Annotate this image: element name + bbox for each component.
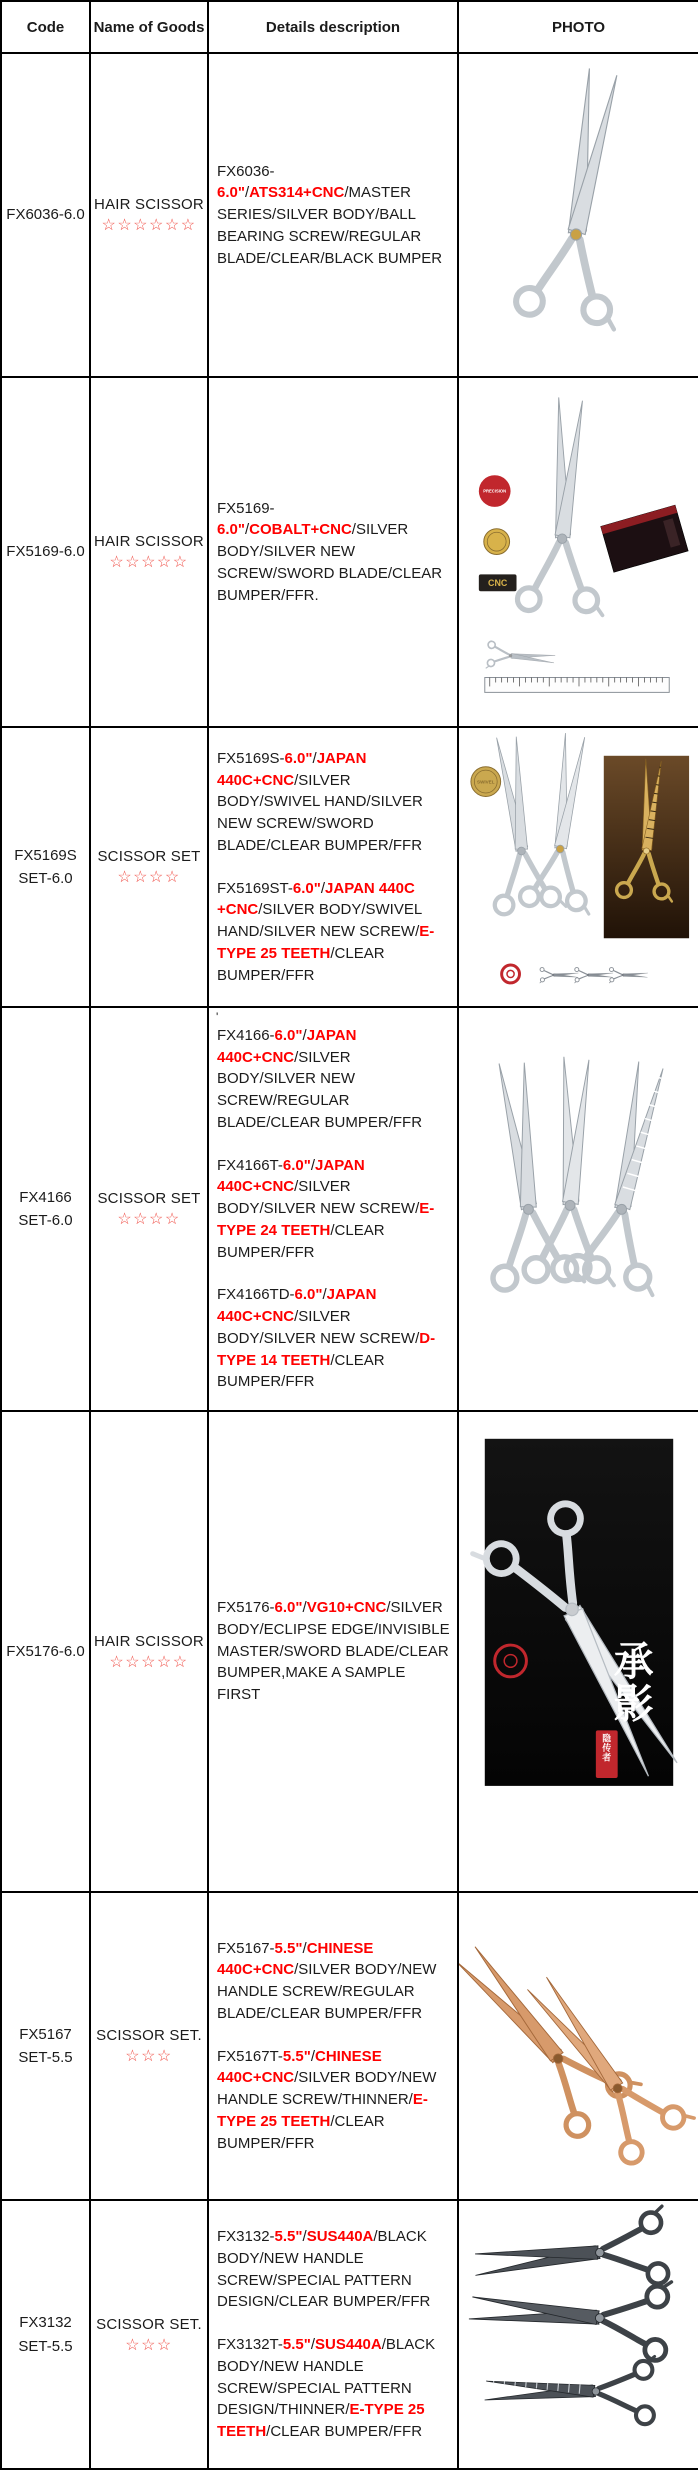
name-cell [90,2200,208,2469]
svg-text:承影: 承影 [614,1640,654,1727]
code-cell [1,727,90,1007]
product-name: SCISSOR SET [93,848,205,865]
product-code: FX5169S SET-6.0 [6,844,85,891]
product-photo [459,1415,698,1888]
svg-text:CNC: CNC [488,578,508,588]
product-code: FX5169-6.0 [6,540,85,563]
photo-cell [458,53,698,377]
star-rating: ☆☆☆☆☆ [93,1655,205,1671]
svg-text:隐传者: 隐传者 [601,1732,612,1762]
star-rating: ☆☆☆ [93,2338,205,2354]
product-name: SCISSOR SET [93,1190,205,1207]
details-text: FX5169-6.0"/COBALT+CNC/SILVER BODY/SILVER NEW SCREW/SWORD BLADE/CLEAR BUMPER/FFR. [217,498,451,607]
product-name: SCISSOR SET. [93,2027,205,2044]
product-code: FX5176-6.0 [6,1640,85,1663]
name-cell [90,377,208,727]
product-code: FX3132 SET-5.5 [6,2311,85,2358]
name-cell [90,1892,208,2200]
product-name: HAIR SCISSOR [93,533,205,550]
photo-cell [458,1007,698,1411]
star-rating: ☆☆☆☆ [93,870,205,886]
photo-cell [458,377,698,727]
details-cell [208,377,458,727]
table-row [1,1411,698,1892]
product-photo [459,1011,698,1408]
code-cell [1,377,90,727]
details-text: FX5176-6.0"/VG10+CNC/SILVER BODY/ECLIPSE EDGE/INVISIBLE MASTER/SWORD BLADE/CLEAR BUMPER,MAKE A SAMPLE FIRST [217,1597,451,1706]
table-row [1,1007,698,1411]
product-code: FX5167 SET-5.5 [6,2023,85,2070]
details-cell [208,727,458,1007]
stray-mark: ' [216,1009,218,1026]
product-code: FX4166 SET-6.0 [6,1186,85,1233]
code-cell [1,1892,90,2200]
svg-text:SWIVEL: SWIVEL [477,779,495,784]
product-photo [459,2203,698,2466]
details-text: FX5169S-6.0"/JAPAN 440C+CNC/SILVER BODY/SWIVEL HAND/SILVER NEW SCREW/SWORD BLADE/CLEAR BUMPER/FFR FX5169ST-6.0"/JAPAN 440C +CNC/SILVER BODY/SWIVEL HAND/SILVER NEW SCREW/E-TYPE 25 TEETH/CLEAR BUMPER/FFR [217,748,451,987]
code-cell [1,53,90,377]
product-photo [459,730,698,1004]
star-rating: ☆☆☆ [93,2049,205,2065]
details-cell [208,53,458,377]
name-cell [90,53,208,377]
table-row [1,727,698,1007]
product-code: FX6036-6.0 [6,203,85,226]
photo-cell [458,1411,698,1892]
product-photo [459,56,698,373]
table-row [1,53,698,377]
name-cell [90,727,208,1007]
photo-cell [458,1892,698,2200]
table-row [1,2200,698,2469]
table-row [1,1892,698,2200]
product-name: HAIR SCISSOR [93,196,205,213]
star-rating: ☆☆☆☆☆☆ [93,218,205,234]
header-name-of-goods: Name of Goods [90,1,208,53]
details-text: FX4166-6.0"/JAPAN 440C+CNC/SILVER BODY/SILVER NEW SCREW/REGULAR BLADE/CLEAR BUMPER/FFR FX4166T-6.0"/JAPAN 440C+CNC/SILVER BODY/SILVER NEW SCREW/E-TYPE 24 TEETH/CLEAR BUMPER/FFR FX4166TD-6.0"/JAPAN 440C+CNC/SILVER BODY/SILVER NEW SCREW/D-TYPE 14 TEETH/CLEAR BUMPER/FFR [217,1025,451,1393]
header-row [1,1,698,53]
star-rating: ☆☆☆☆ [93,1212,205,1228]
details-cell [208,1007,458,1411]
code-cell [1,2200,90,2469]
details-text: FX3132-5.5"/SUS440A/BLACK BODY/NEW HANDLE SCREW/SPECIAL PATTERN DESIGN/CLEAR BUMPER/FFR FX3132T-5.5"/SUS440A/BLACK BODY/NEW HANDLE SCREW/SPECIAL PATTERN DESIGN/THINNER/E-TYPE 25 TEETH/CLEAR BUMPER/FFR [217,2226,451,2443]
code-cell [1,1411,90,1892]
svg-text:PRECISION: PRECISION [483,489,506,494]
details-cell [208,1892,458,2200]
details-text: FX5167-5.5"/CHINESE 440C+CNC/SILVER BODY/NEW HANDLE SCREW/REGULAR BLADE/CLEAR BUMPER/FFR FX5167T-5.5"/CHINESE 440C+CNC/SILVER BODY/NEW HANDLE SCREW/THINNER/E-TYPE 25 TEETH/CLEAR BUMPER/FFR [217,1938,451,2155]
table-row [1,377,698,727]
name-cell [90,1007,208,1411]
details-text: FX6036-6.0"/ATS314+CNC/MASTER SERIES/SILVER BODY/BALL BEARING SCREW/REGULAR BLADE/CLEAR/BLACK BUMPER [217,161,451,270]
product-photo [459,380,698,723]
details-cell [208,1411,458,1892]
star-rating: ☆☆☆☆☆ [93,555,205,571]
name-cell [90,1411,208,1892]
product-photo [459,1895,698,2196]
product-name: SCISSOR SET. [93,2316,205,2333]
header-code: Code [1,1,90,53]
product-name: HAIR SCISSOR [93,1633,205,1650]
photo-cell [458,727,698,1007]
header-photo: PHOTO [458,1,698,53]
photo-cell [458,2200,698,2469]
code-cell [1,1007,90,1411]
header-details-description: Details description [208,1,458,53]
details-cell [208,2200,458,2469]
